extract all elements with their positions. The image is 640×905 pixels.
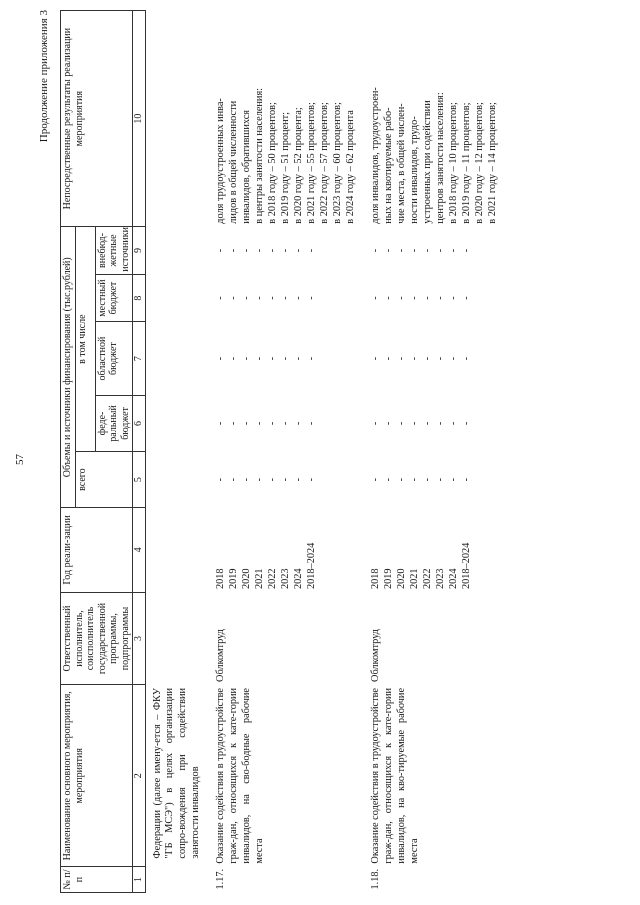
year: 2021 <box>408 568 420 590</box>
empty-value-dash: - <box>369 356 381 361</box>
empty-value-dash: - <box>240 356 252 361</box>
empty-value-dash: - <box>382 356 394 361</box>
empty-value-dash: - <box>408 296 420 300</box>
empty-value-dash: - <box>266 477 278 482</box>
year: 2020 <box>240 568 252 590</box>
column-number: 7 <box>133 322 146 396</box>
empty-value-dash: - <box>369 296 381 300</box>
result-line: в 2020 году – 12 процентов; <box>473 102 485 224</box>
empty-value-dash: - <box>240 477 252 482</box>
year: 2019 <box>382 568 394 590</box>
empty-value-dash: - <box>421 421 433 426</box>
years-list <box>368 508 502 592</box>
result-line: в 2018 году – 50 процентов; <box>266 102 278 224</box>
empty-value-dash: - <box>279 356 291 361</box>
empty-value-dash: - <box>460 421 472 426</box>
empty-value-dash: - <box>382 296 394 300</box>
result-line: в 2022 году – 57 процентов; <box>318 102 330 224</box>
local-values <box>213 274 360 322</box>
empty-value-dash: - <box>214 248 226 253</box>
row-number: 1.17. <box>214 868 226 890</box>
federal-values <box>213 395 360 451</box>
header-regional-budget: областной бюджет <box>95 322 133 396</box>
column-number: 2 <box>133 685 146 867</box>
page-number: 57 <box>14 454 26 465</box>
empty-value-dash: - <box>408 248 420 253</box>
empty-value-dash: - <box>227 248 239 253</box>
total-values <box>213 452 360 508</box>
empty-value-dash: - <box>279 477 291 482</box>
empty-value-dash: - <box>382 421 394 426</box>
empty-value-dash: - <box>382 248 394 253</box>
empty-value-dash: - <box>253 248 265 253</box>
empty-value-dash: - <box>227 296 239 300</box>
federal-values <box>368 395 502 451</box>
result-line: в центры занятости населения: <box>253 87 265 224</box>
empty-value-dash: - <box>240 296 252 300</box>
result-line: инвалидов, обратившихся <box>240 109 252 224</box>
empty-value-dash: - <box>214 477 226 482</box>
empty-value-dash: - <box>434 477 446 482</box>
empty-value-dash: - <box>279 421 291 426</box>
measure-name: Оказание содействия в трудоустройстве граж-дан, относящихся к кате-гории инвалидов, на сво-бодные рабочие места <box>214 687 265 864</box>
empty-value-dash: - <box>292 356 304 361</box>
empty-value-dash: - <box>279 248 291 253</box>
result-line: в 2018 году – 10 процентов; <box>447 102 459 224</box>
year: 2018–2024 <box>460 542 472 590</box>
results-text <box>368 11 502 227</box>
empty-value-dash: - <box>395 477 407 482</box>
continuation-text: Федерации (далее имену-ется – ФКУ "ГБ МСЭ") в целях организации сопро-вождения при содействии занятости инвалидов <box>151 687 202 859</box>
appendix-continuation-note: Продолжение приложения 3 <box>38 10 50 143</box>
empty-value-dash: - <box>266 296 278 300</box>
empty-value-dash: - <box>266 356 278 361</box>
year: 2023 <box>434 568 446 590</box>
year: 2018 <box>369 568 381 590</box>
column-number: 8 <box>133 274 146 322</box>
total-values <box>368 452 502 508</box>
empty-value-dash: - <box>292 421 304 426</box>
result-line: чие места, в общей числен- <box>395 103 407 224</box>
header-federal-budget: феде-ральный бюджет <box>95 395 133 451</box>
empty-value-dash: - <box>434 356 446 361</box>
executor: Облкомтруд <box>214 629 226 682</box>
column-number: 6 <box>133 395 146 451</box>
empty-value-dash: - <box>460 356 472 361</box>
empty-value-dash: - <box>434 248 446 253</box>
empty-value-dash: - <box>447 296 459 300</box>
empty-value-dash: - <box>421 356 433 361</box>
empty-value-dash: - <box>227 356 239 361</box>
column-number: 9 <box>133 227 146 275</box>
empty-value-dash: - <box>447 421 459 426</box>
empty-value-dash: - <box>460 477 472 482</box>
column-number: 1 <box>133 867 146 893</box>
empty-value-dash: - <box>266 248 278 253</box>
extrabudgetary-values <box>368 227 502 275</box>
empty-value-dash: - <box>421 296 433 300</box>
empty-value-dash: - <box>434 421 446 426</box>
result-line: устроенных при содействии <box>421 100 433 224</box>
empty-value-dash: - <box>421 248 433 253</box>
empty-value-dash: - <box>447 248 459 253</box>
header-results: Непосредственные результаты реализации мероприятия <box>61 11 133 227</box>
result-line: в 2024 году – 62 процента <box>344 110 356 224</box>
table-row <box>368 11 502 893</box>
empty-value-dash: - <box>214 421 226 426</box>
empty-value-dash: - <box>305 477 317 482</box>
empty-value-dash: - <box>421 477 433 482</box>
empty-value-dash: - <box>395 296 407 300</box>
empty-value-dash: - <box>395 356 407 361</box>
column-number: 5 <box>133 452 146 508</box>
empty-value-dash: - <box>460 248 472 253</box>
empty-value-dash: - <box>408 356 420 361</box>
result-line: в 2021 году – 55 процентов; <box>305 102 317 224</box>
year: 2022 <box>421 568 433 590</box>
result-line: в 2019 году – 11 процентов; <box>460 102 472 224</box>
header-local-budget: местный бюджет <box>95 274 133 322</box>
result-line: центров занятости населения: <box>434 92 446 224</box>
empty-value-dash: - <box>447 477 459 482</box>
empty-value-dash: - <box>369 421 381 426</box>
year: 2024 <box>292 568 304 590</box>
result-line: доля инвалидов, трудоустроен- <box>369 87 381 224</box>
empty-value-dash: - <box>305 356 317 361</box>
header-measure-name: Наименование основного мероприятия, мероприятия <box>61 685 133 867</box>
year: 2018 <box>214 568 226 590</box>
result-line: ности инвалидов, трудо- <box>408 116 420 224</box>
empty-value-dash: - <box>214 296 226 300</box>
years-list <box>213 508 360 592</box>
header-executor: Ответственный исполнитель, соисполнитель государственной программы, подпрограммы <box>61 592 133 685</box>
extrabudgetary-values <box>213 227 360 275</box>
result-line: ных на квотируемые рабо- <box>382 107 394 224</box>
empty-value-dash: - <box>447 356 459 361</box>
header-year: Год реали-зации <box>61 508 133 592</box>
results-text <box>213 11 360 227</box>
header-extrabudgetary: внебюд-жетные источники <box>95 227 133 275</box>
empty-value-dash: - <box>369 477 381 482</box>
empty-value-dash: - <box>408 477 420 482</box>
empty-value-dash: - <box>305 248 317 253</box>
empty-value-dash: - <box>279 296 291 300</box>
local-values <box>368 274 502 322</box>
header-financing: Объемы и источники финансирования (тыс.рублей) <box>61 227 76 508</box>
empty-value-dash: - <box>292 248 304 253</box>
regional-values <box>368 322 502 396</box>
column-number: 10 <box>133 11 146 227</box>
empty-value-dash: - <box>305 421 317 426</box>
empty-value-dash: - <box>253 296 265 300</box>
empty-value-dash: - <box>292 296 304 300</box>
year: 2020 <box>395 568 407 590</box>
result-line: лидов в общей численности <box>227 100 239 224</box>
column-number: 3 <box>133 592 146 685</box>
year: 2024 <box>447 568 459 590</box>
result-line: доля трудоустроенных инва- <box>214 98 226 224</box>
empty-value-dash: - <box>240 421 252 426</box>
empty-value-dash: - <box>214 356 226 361</box>
result-line: в 2023 году – 60 процентов; <box>331 102 343 224</box>
header-including: в том числе <box>75 227 95 452</box>
header-number: № п/п <box>61 867 133 893</box>
row-number: 1.18. <box>369 868 381 890</box>
empty-value-dash: - <box>253 356 265 361</box>
empty-value-dash: - <box>395 248 407 253</box>
result-line: в 2020 году – 52 процента; <box>292 107 304 224</box>
column-number: 4 <box>133 508 146 592</box>
result-line: в 2021 году – 14 процентов; <box>486 102 498 224</box>
year: 2022 <box>266 568 278 590</box>
table-row <box>213 11 360 893</box>
year: 2021 <box>253 568 265 590</box>
empty-value-dash: - <box>382 477 394 482</box>
year: 2019 <box>227 568 239 590</box>
empty-value-dash: - <box>369 248 381 253</box>
year: 2023 <box>279 568 291 590</box>
empty-value-dash: - <box>266 421 278 426</box>
empty-value-dash: - <box>253 477 265 482</box>
empty-value-dash: - <box>434 296 446 300</box>
program-measures-table <box>60 10 502 893</box>
empty-value-dash: - <box>408 421 420 426</box>
empty-value-dash: - <box>227 477 239 482</box>
empty-value-dash: - <box>240 248 252 253</box>
empty-value-dash: - <box>292 477 304 482</box>
header-total: всего <box>75 452 133 508</box>
measure-name: Оказание содействия в трудоустройстве граж-дан, относящихся к кате-гории инвалидов, на кво-тируемые рабочие места <box>369 687 420 864</box>
empty-value-dash: - <box>305 296 317 300</box>
regional-values <box>213 322 360 396</box>
empty-value-dash: - <box>253 421 265 426</box>
empty-value-dash: - <box>395 421 407 426</box>
empty-value-dash: - <box>460 296 472 300</box>
empty-value-dash: - <box>227 421 239 426</box>
executor: Облкомтруд <box>369 629 381 682</box>
result-line: в 2019 году – 51 процент; <box>279 111 291 224</box>
year: 2018–2024 <box>305 542 317 590</box>
